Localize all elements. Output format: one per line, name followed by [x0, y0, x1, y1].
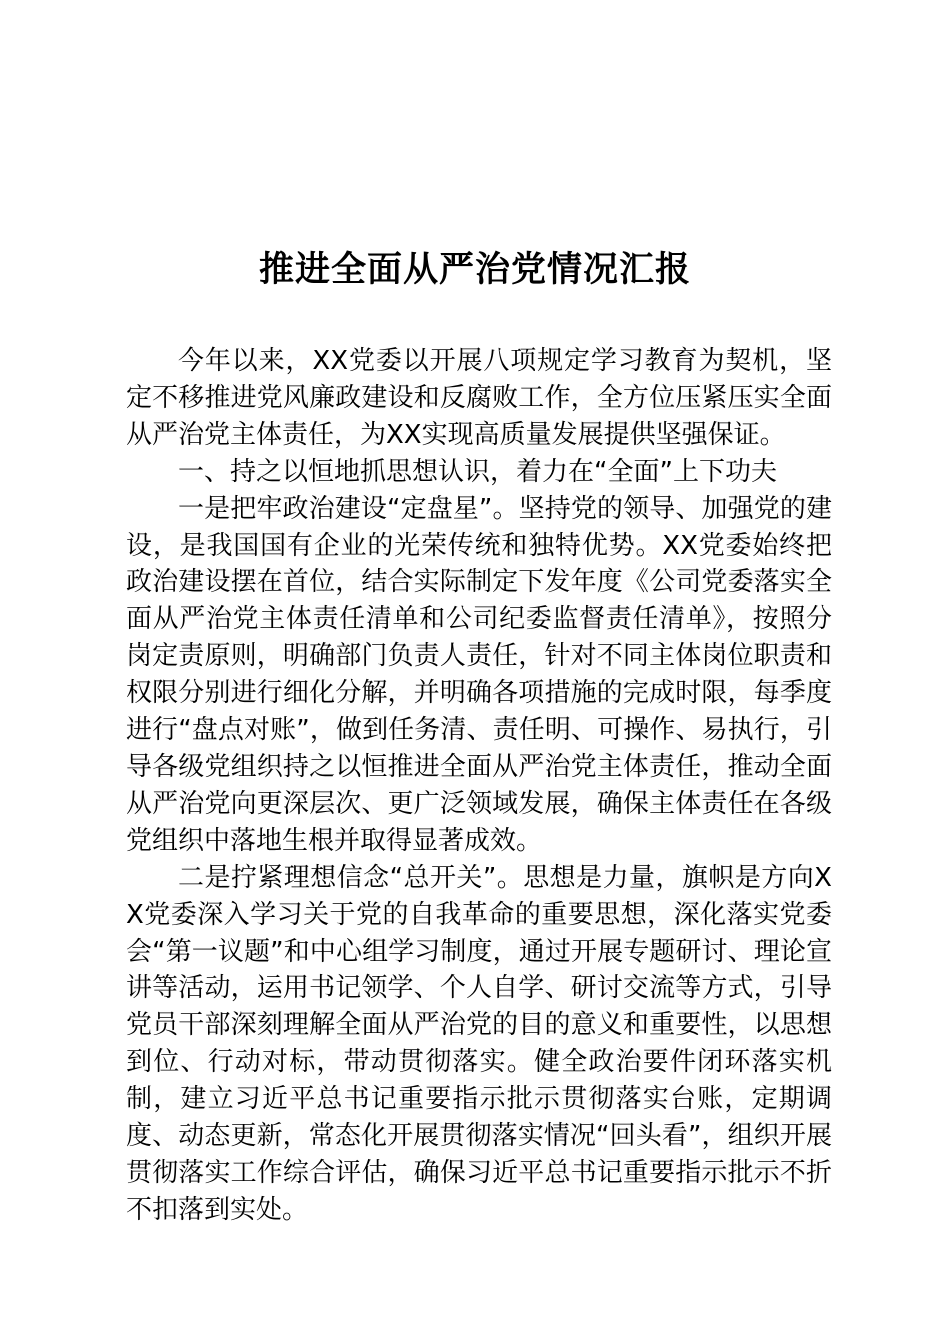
paragraph-ideals-beliefs: 二是拧紧理想信念“总开关”。思想是力量，旗帜是方向XX党委深入学习关于党的自我革命的重要思想，深化落实党委会“第一议题”和中心组学习制度，通过开展专题研讨、理论宣讲等活动，运用书记领学、个人自学、研讨交流等方式，引导党员干部深刻理解全面从严治党的目的意义和重要性，以思想到位、行动对标，带动贯彻落实。健全政治要件闭环落实机制，建立习近平总书记重要指示批示贯彻落实台账，定期调度、动态更新，常态化开展贯彻落实情况“回头看”，组织开展贯彻落实工作综合评估，确保习近平总书记重要指示批示不折不扣落到实处。	[126, 862, 832, 1225]
document-body	[126, 343, 832, 1229]
paragraph-political-construction: 一是把牢政治建设“定盘星”。坚持党的领导、加强党的建设，是我国国有企业的光荣传统和独特优势。XX党委始终把政治建设摆在首位，结合实际制定下发年度《公司党委落实全面从严治党主体责任清单和公司纪委监督责任清单》，按照分岗定责原则，明确部门负责人责任，针对不同主体岗位职责和权限分别进行细化分解，并明确各项措施的完成时限，每季度进行“盘点对账”，做到任务清、责任明、可操作、易执行，引导各级党组织持之以恒推进全面从严治党主体责任，推动全面从严治党向更深层次、更广泛领域发展，确保主体责任在各级党组织中落地生根并取得显著成效。	[126, 493, 832, 856]
section-heading-1: 一、持之以恒地抓思想认识，着力在“全面”上下功夫	[178, 456, 777, 487]
intro-paragraph: 今年以来，XX党委以开展八项规定学习教育为契机，坚定不移推进党风廉政建设和反腐败工作，全方位压紧压实全面从严治党主体责任，为XX实现高质量发展提供坚强保证。	[126, 346, 832, 450]
document-title: 推进全面从严治党情况汇报	[258, 249, 691, 290]
